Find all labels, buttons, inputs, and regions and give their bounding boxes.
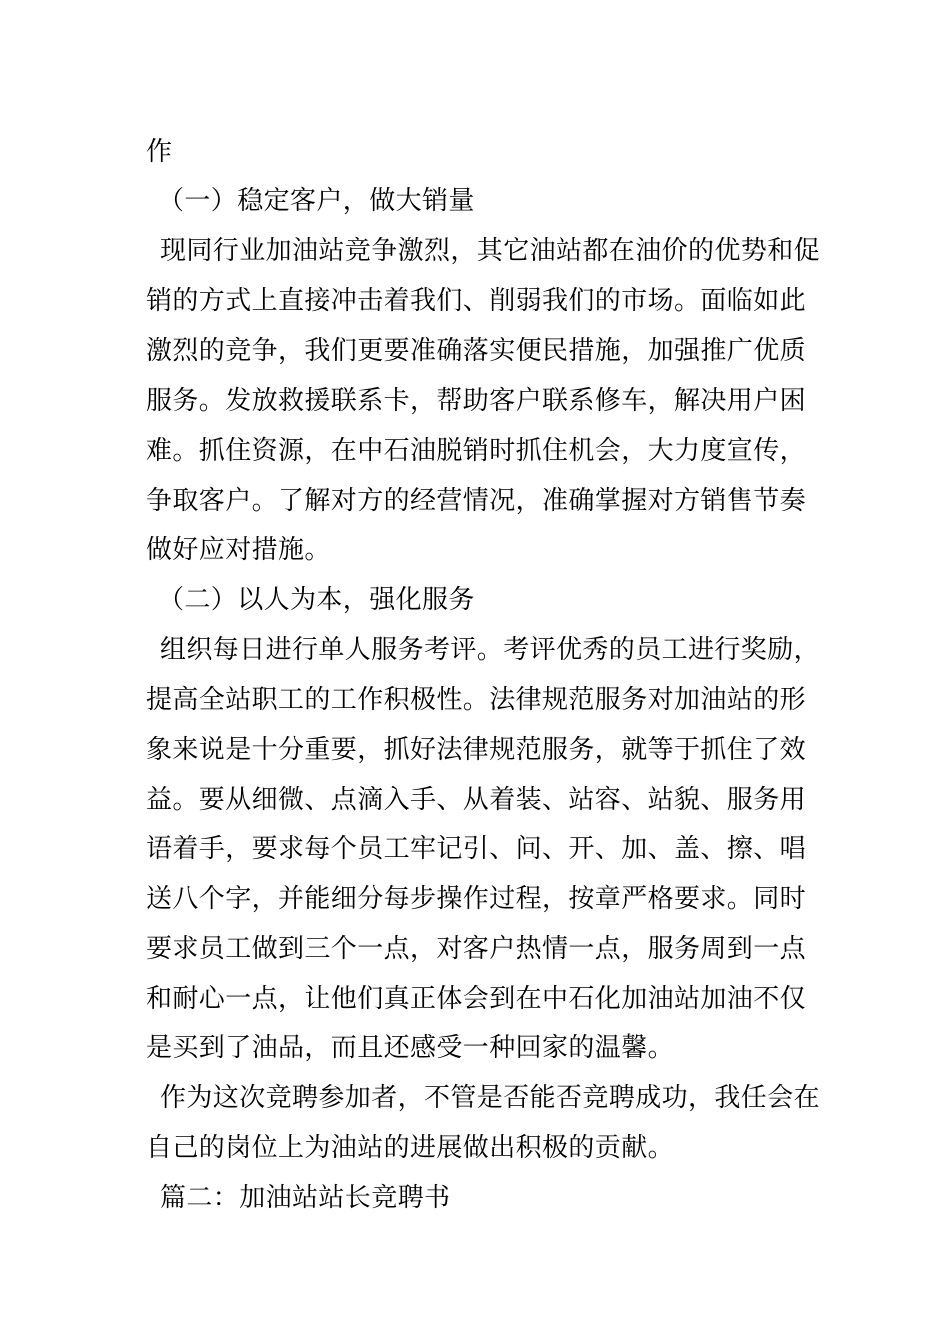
paragraph-line: 是买到了油品，而且还感受一种回家的温馨。 (146, 1033, 675, 1063)
paragraph-line: 和耐心一点，让他们真正体会到在中石化加油站加油不仅 (146, 984, 807, 1014)
paragraph-line: 做好应对措施。 (146, 535, 331, 565)
paragraph-line: 销的方式上直接冲击着我们、削弱我们的市场。面临如此 (146, 286, 807, 316)
paragraph-line: 现同行业加油站竞争激烈，其它油站都在油价的优势和促 (160, 236, 821, 266)
paragraph-line: 组织每日进行单人服务考评。考评优秀的员工进行奖励， (160, 635, 821, 665)
paragraph-line: 送八个字，并能细分每步操作过程，按章严格要求。同时 (146, 884, 807, 914)
paragraph-line: 难。抓住资源，在中石油脱销时抓住机会，大力度宣传， (146, 436, 807, 466)
section-heading-1: （一）稳定客户，做大销量 (158, 186, 475, 216)
paragraph-line: 自己的岗位上为油站的进展做出积极的贡献。 (146, 1133, 675, 1163)
paragraph-line: 象来说是十分重要，抓好法律规范服务，就等于抓住了效 (146, 735, 807, 765)
paragraph-line: 激烈的竞争，我们更要准确落实便民措施，加强推广优质 (146, 336, 807, 366)
paragraph-line: 益。要从细微、点滴入手、从着装、站容、站貌、服务用 (146, 785, 807, 815)
paragraph-line: 语着手，要求每个员工牢记引、问、开、加、盖、擦、唱 (146, 834, 807, 864)
chapter-heading: 篇二：加油站站长竞聘书 (160, 1183, 451, 1213)
paragraph-line: 争取客户。了解对方的经营情况，准确掌握对方销售节奏 (146, 486, 807, 516)
paragraph-line: 作为这次竞聘参加者，不管是否能否竞聘成功，我任会在 (160, 1083, 821, 1113)
paragraph-line: 提高全站职工的工作积极性。法律规范服务对加油站的形 (146, 685, 807, 715)
text-line-continuation: 作 (146, 137, 173, 167)
section-heading-2: （二）以人为本，强化服务 (158, 585, 475, 615)
paragraph-line: 服务。发放救援联系卡，帮助客户联系修车，解决用户困 (146, 386, 807, 416)
paragraph-line: 要求员工做到三个一点，对客户热情一点，服务周到一点 (146, 934, 807, 964)
